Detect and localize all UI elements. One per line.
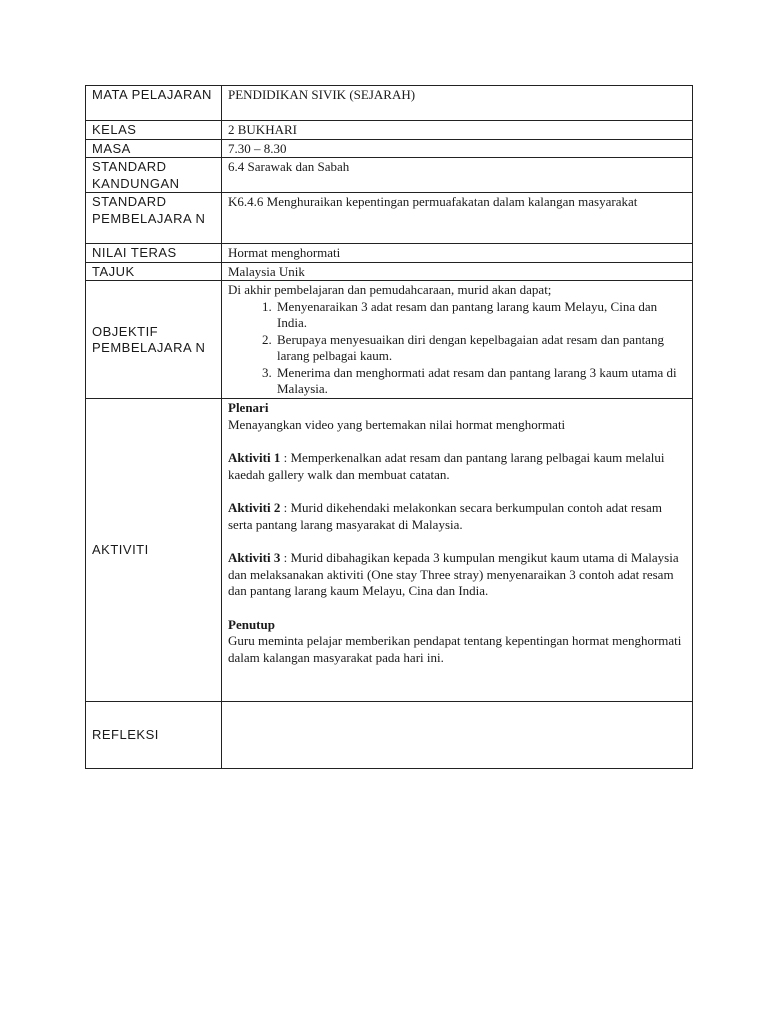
lesson-plan-table <box>85 85 693 769</box>
row-objektif <box>86 281 693 399</box>
row-kelas <box>86 121 693 140</box>
label-mata-pelajaran: MATA PELAJARAN <box>86 86 222 121</box>
label-objektif: OBJEKTIF PEMBELAJARA N <box>86 281 222 399</box>
objektif-intro: Di akhir pembelajaran dan pemudahcaraan, murid akan dapat; <box>228 282 552 297</box>
row-refleksi <box>86 702 693 769</box>
label-masa: MASA <box>86 139 222 158</box>
row-mata-pelajaran <box>86 86 693 121</box>
aktiviti-2 <box>228 500 686 533</box>
value-standard-pembelajaran: K6.4.6 Menghuraikan kepentingan permuafakatan dalam kalangan masyarakat <box>222 193 693 244</box>
aktiviti-2-text: : Murid dikehendaki melakonkan secara berkumpulan contoh adat resam serta pantang larang masyarakat di Malaysia. <box>228 500 662 532</box>
row-standard-pembelajaran <box>86 193 693 244</box>
penutup-title: Penutup <box>228 616 275 632</box>
value-refleksi <box>222 702 693 769</box>
aktiviti-3-text: : Murid dibahagikan kepada 3 kumpulan mengikut kaum utama di Malaysia dan melaksanakan aktiviti (One stay Three stray) menyenaraikan 3 contoh adat resam dan pantang larang kaum Melayu, Cina dan India. <box>228 550 679 598</box>
value-mata-pelajaran: PENDIDIKAN SIVIK (SEJARAH) <box>222 86 693 121</box>
label-kelas: KELAS <box>86 121 222 140</box>
label-nilai-teras: NILAI TERAS <box>86 244 222 263</box>
aktiviti-3 <box>228 550 686 600</box>
row-standard-kandungan <box>86 158 693 193</box>
label-aktiviti: AKTIVITI <box>86 399 222 702</box>
aktiviti-2-title: Aktiviti 2 <box>228 500 281 515</box>
plenari-text: Menayangkan video yang bertemakan nilai hormat menghormati <box>228 416 566 432</box>
row-aktiviti <box>86 399 693 702</box>
value-aktiviti <box>222 399 693 702</box>
objektif-item: 2. Berupaya menyesuaikan diri dengan kepelbagaian adat resam dan pantang larang pelbagai kaum. <box>275 332 686 365</box>
label-standard-pembelajaran: STANDARD PEMBELAJARA N <box>86 193 222 244</box>
plenari-title: Plenari <box>228 400 269 415</box>
value-nilai-teras: Hormat menghormati <box>222 244 693 263</box>
value-objektif <box>222 281 693 399</box>
value-standard-kandungan: 6.4 Sarawak dan Sabah <box>222 158 693 193</box>
label-tajuk: TAJUK <box>86 262 222 281</box>
row-tajuk <box>86 262 693 281</box>
aktiviti-3-title: Aktiviti 3 <box>228 550 281 565</box>
objektif-list <box>228 299 686 398</box>
value-masa: 7.30 – 8.30 <box>222 139 693 158</box>
objektif-item: 3. Menerima dan menghormati adat resam dan pantang larang 3 kaum utama di Malaysia. <box>275 365 686 398</box>
penutup-text: Guru meminta pelajar memberikan pendapat tentang kepentingan hormat menghormati dalam kalangan masyarakat pada hari ini. <box>228 633 682 665</box>
aktiviti-1-title: Aktiviti 1 <box>228 450 281 465</box>
label-standard-kandungan: STANDARD KANDUNGAN <box>86 158 222 193</box>
row-masa <box>86 139 693 158</box>
aktiviti-1-text: : Memperkenalkan adat resam dan pantang larang pelbagai kaum melalui kaedah gallery walk dan membuat catatan. <box>228 450 665 482</box>
label-refleksi: REFLEKSI <box>86 702 222 769</box>
objektif-item: 1. Menyenaraikan 3 adat resam dan pantang larang kaum Melayu, Cina dan India. <box>275 299 686 332</box>
value-kelas: 2 BUKHARI <box>222 121 693 140</box>
aktiviti-1 <box>228 450 686 483</box>
row-nilai-teras <box>86 244 693 263</box>
value-tajuk: Malaysia Unik <box>222 262 693 281</box>
